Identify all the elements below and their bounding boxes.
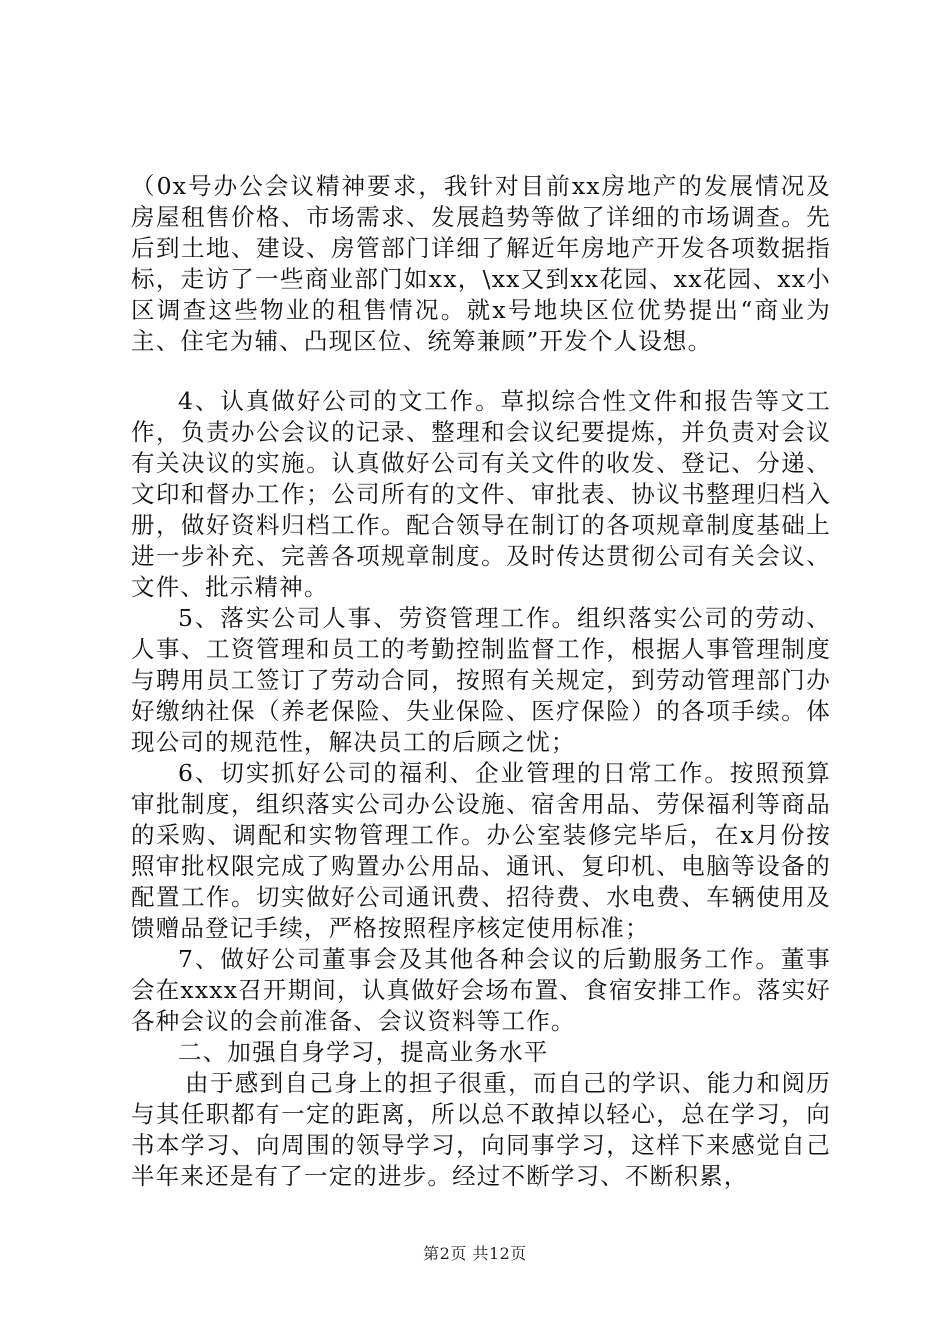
paragraph-gap	[131, 357, 831, 386]
document-body	[131, 171, 831, 1192]
paragraph-item-7: 7、做好公司董事会及其他各种会议的后勤服务工作。董事会在xxxx召开期间，认真做好会场布置、食宿安排工作。落实好各种会议的会前准备、会议资料等工作。	[131, 945, 832, 1035]
section-heading-self-study: 二、加强自身学习，提高业务水平	[178, 1038, 549, 1066]
page-number-footer: 第2页 共12页	[423, 1244, 527, 1263]
paragraph-item-4: 4、认真做好公司的文工作。草拟综合性文件和报告等文工作，负责办公会议的记录、整理和会议纪要提炼，并负责对会议有关决议的实施。认真做好公司有关文件的收发、登记、分递、文印和督办工作；公司所有的文件、审批表、协议书整理归档入册，做好资料归档工作。配合领导在制订的各项规章制度基础上进一步补充、完善各项规章制度。及时传达贯彻公司有关会议、文件、批示精神。	[131, 387, 831, 601]
paragraph-self-study: 由于感到自己身上的担子很重，而自己的学识、能力和阅历与其任职都有一定的距离，所以总不敢掉以轻心，总在学习，向书本学习、向周围的领导学习，向同事学习，这样下来感觉自己半年来还是有了一定的进步。经过不断学习、不断积累，	[131, 1069, 831, 1190]
paragraph-item-6: 6、切实抓好公司的福利、企业管理的日常工作。按照预算审批制度，组织落实公司办公设施、宿舍用品、劳保福利等商品的采购、调配和实物管理工作。办公室装修完毕后，在x月份按照审批权限完成了购置办公用品、通讯、复印机、电脑等设备的配置工作。切实做好公司通讯费、招待费、水电费、车辆使用及馈赠品登记手续，严格按照程序核定使用标准；	[131, 759, 831, 942]
paragraph-item-5: 5、落实公司人事、劳资管理工作。组织落实公司的劳动、人事、工资管理和员工的考勤控制监督工作，根据人事管理制度与聘用员工签订了劳动合同，按照有关规定，到劳动管理部门办好缴纳社保（养老保险、失业保险、医疗保险）的各项手续。体现公司的规范性，解决员工的后顾之忧；	[131, 604, 831, 756]
paragraph-market-survey: （0x号办公会议精神要求，我针对目前xx房地产的发展情况及房屋租售价格、市场需求、发展趋势等做了详细的市场调查。先后到土地、建设、房管部门详细了解近年房地产开发各项数据指标，走访了一些商业部门如xx，\xx又到xx花园、xx花园、xx小区调查这些物业的租售情况。就x号地块区位优势提出“商业为主、住宅为辅、凸现区位、统筹兼顾”开发个人设想。	[131, 172, 831, 355]
